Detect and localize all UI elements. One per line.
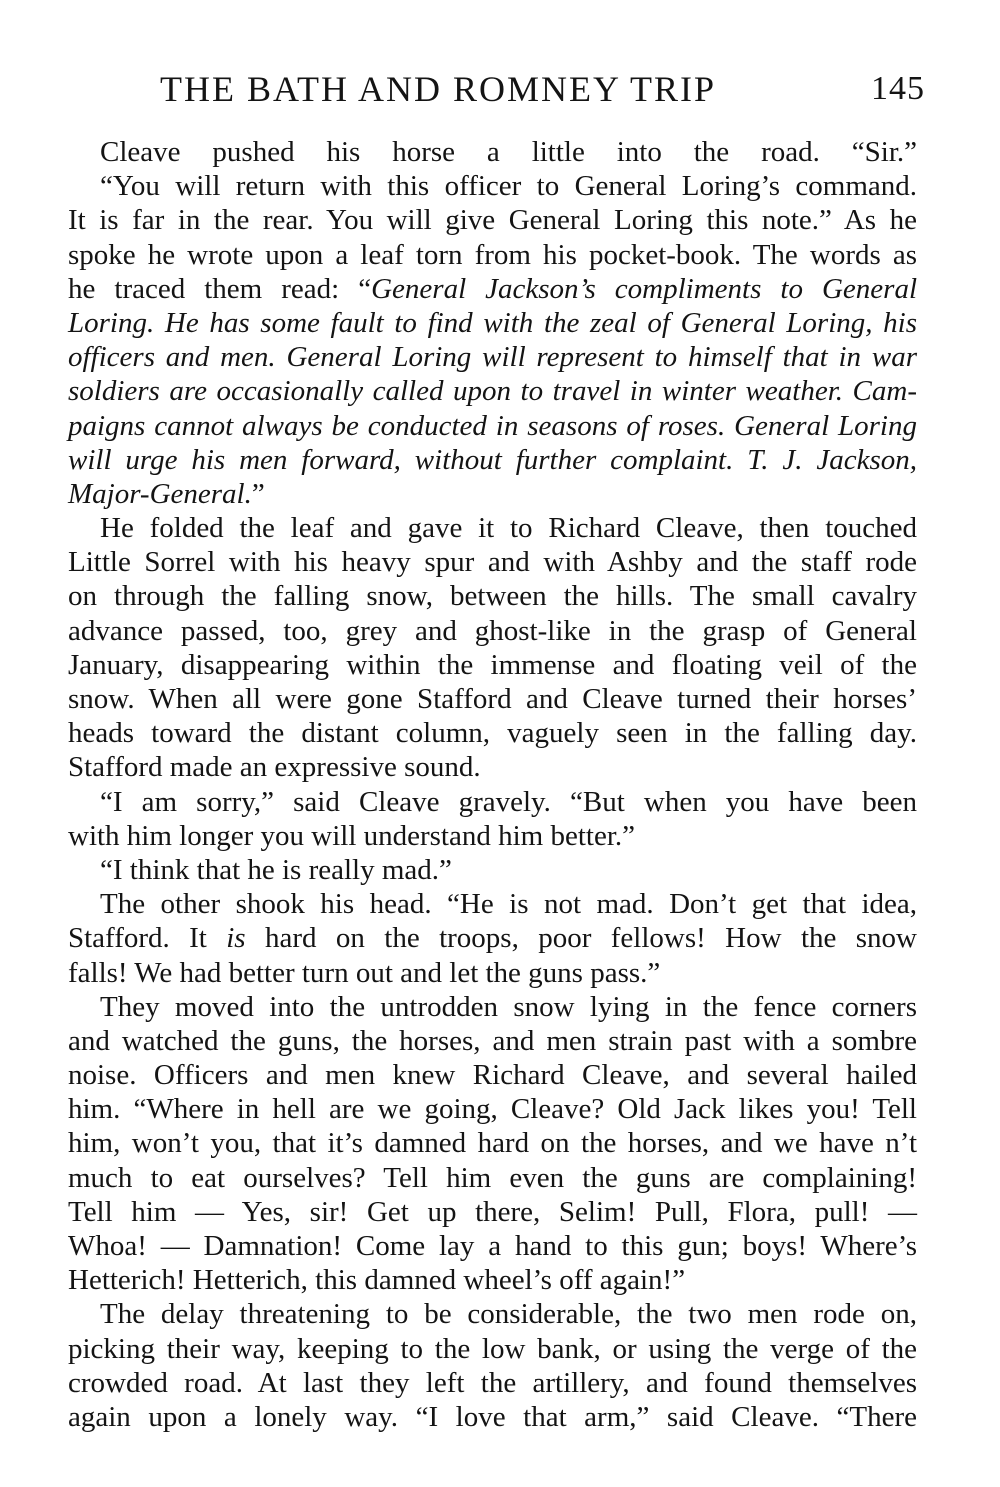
italic-run: Major-General. [68,477,252,510]
text-line: Hetterich! Hetterich, this damned wheel’s off again!” [68,1264,686,1297]
text-line: Stafford made an expressive sound. [68,751,481,784]
text-line [68,921,917,955]
body-text [68,135,917,1434]
text-line: It is far in the rear. You will give General Loring this note.” As he [68,204,917,237]
text-line: soldiers are occasionally called upon to travel in winter weather. Cam- [68,375,917,408]
text-line: Tell him — Yes, sir! Get up there, Selim! Pull, Flora, pull! — [68,1195,917,1228]
text-line: much to eat ourselves? Tell him even the guns are complaining! [68,1161,917,1194]
text-line: Loring. He has some fault to find with the zeal of General Loring, his [68,306,917,339]
text-line: Whoa! — Damnation! Come lay a hand to this gun; boys! Where’s [68,1230,917,1262]
text-line: him, won’t you, that it’s damned hard on the horses, and we have n’t [68,1127,917,1160]
text-run: ” [251,477,265,510]
text-run: hard on the troops, poor fellows! How the snow [245,922,917,955]
text-line [68,272,917,306]
text-line: snow. When all were gone Stafford and Cleave turned their horses’ [68,683,917,715]
text-line: falls! We had better turn out and let the guns pass.” [68,956,661,989]
text-line: him. “Where in hell are we going, Cleave? Old Jack likes you! Tell [68,1093,917,1126]
text-line: heads toward the distant column, vaguely seen in the falling day. [68,717,917,750]
text-line: Little Sorrel with his heavy spur and with Ashby and the staff rode [68,546,917,579]
text-line: “I am sorry,” said Cleave gravely. “But when you have been [100,785,917,818]
italic-run: General Jackson’s compliments to General [371,272,918,305]
running-head [68,64,925,114]
page-number: 145 [871,70,925,107]
text-line: noise. Officers and men knew Richard Cleave, and several hailed [68,1059,917,1092]
text-line: Cleave pushed his horse a little into the road. “Sir.” [100,136,917,168]
text-line: “You will return with this officer to General Loring’s command. [100,170,917,203]
text-line: January, disappearing within the immense and floating veil of the [68,648,917,681]
text-line: The delay threatening to be considerable, the two men rode on, [100,1298,917,1331]
text-line: He folded the leaf and gave it to Richard Cleave, then touched [100,512,917,545]
text-line: spoke he wrote upon a leaf torn from his pocket-book. The words as [68,238,917,271]
text-line: on through the falling snow, between the hills. The small cavalry [68,580,917,613]
text-line: with him longer you will understand him better.” [68,819,636,852]
text-line: They moved into the untrodden snow lying in the fence corners [100,990,917,1023]
text-line: again upon a lonely way. “I love that arm,” said Cleave. “There [68,1400,917,1433]
text-line: will urge his men forward, without further complaint. T. J. Jackson, [68,443,917,476]
text-line: picking their way, keeping to the low bank, or using the verge of the [68,1332,917,1365]
text-line: The other shook his head. “He is not mad. Don’t get that idea, [100,888,917,921]
text-line: and watched the guns, the horses, and men strain past with a sombre [68,1024,917,1057]
text-run: he traced them read: “ [68,272,372,305]
text-run: Stafford. It [68,922,227,955]
text-line: crowded road. At last they left the artillery, and found themselves [68,1366,917,1399]
text-line [68,477,917,511]
text-line: officers and men. General Loring will represent to himself that in war [68,341,917,374]
italic-run: is [226,922,246,955]
text-line: “I think that he is really mad.” [100,853,452,886]
running-title: THE BATH AND ROMNEY TRIP [160,69,717,109]
text-line: paigns cannot always be conducted in seasons of roses. General Loring [68,409,917,442]
text-line: advance passed, too, grey and ghost-like in the grasp of General [68,614,917,647]
